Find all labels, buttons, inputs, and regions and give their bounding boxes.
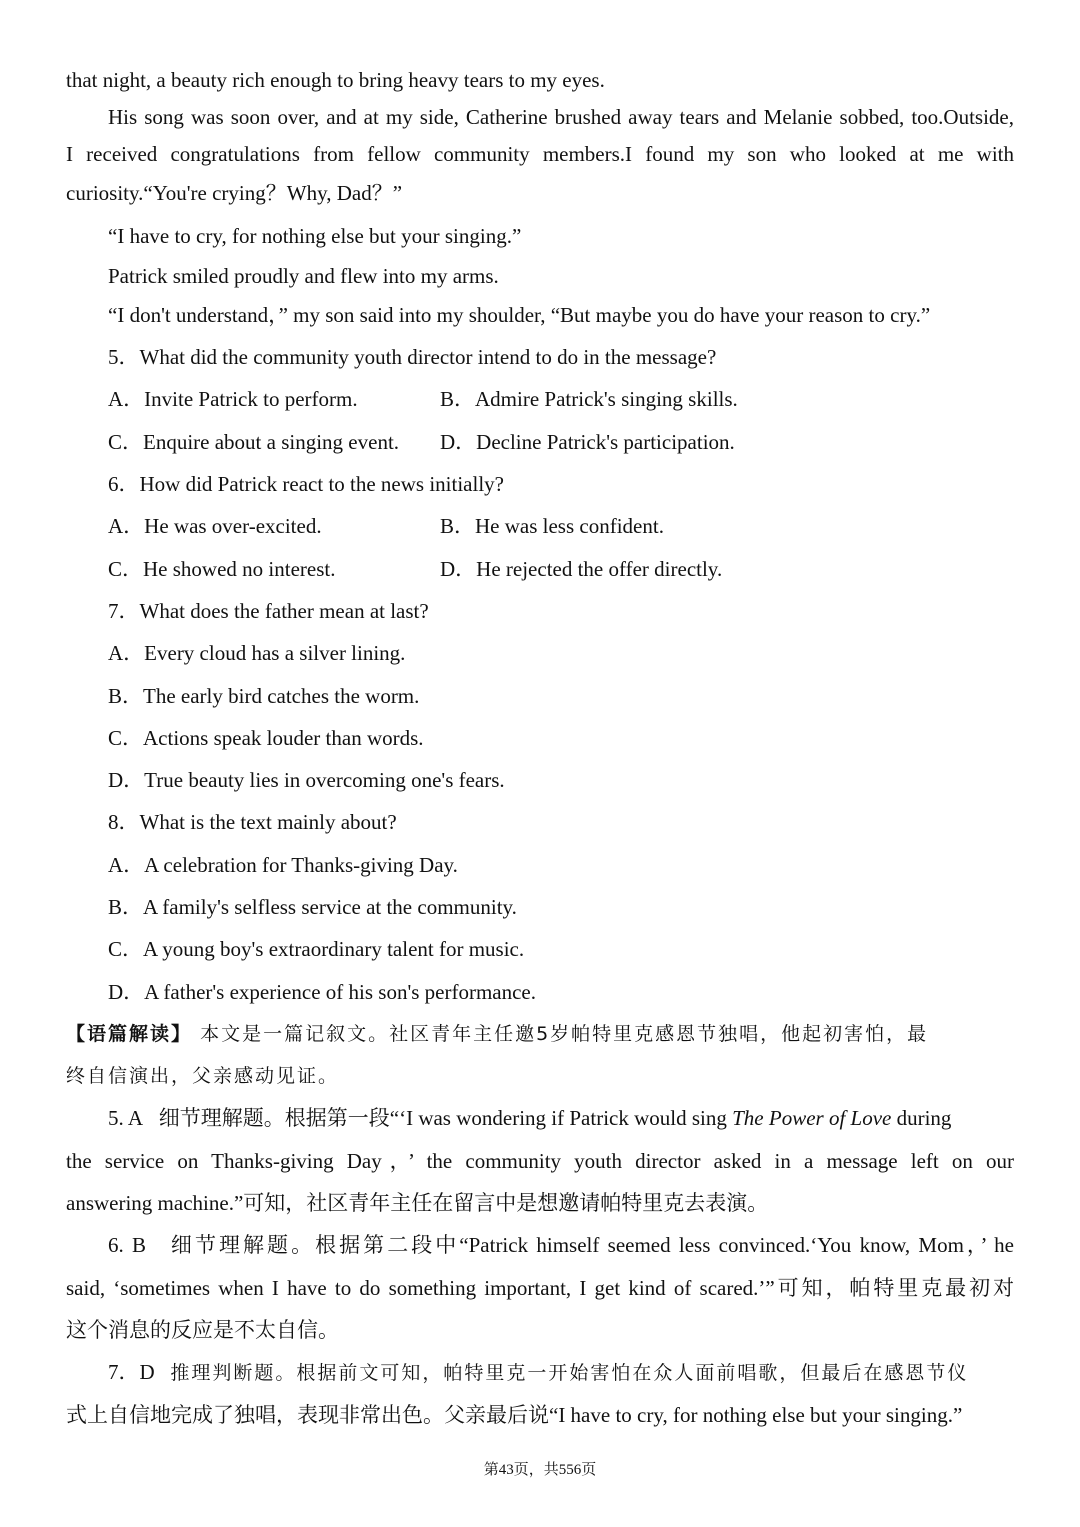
analysis-heading: 【语篇解读】	[66, 1023, 193, 1045]
passage-line: that night, a beauty rich enough to bring heavy tears to my eyes.	[66, 68, 605, 92]
answer-text: during	[891, 1106, 952, 1130]
option-c: C．He showed no interest.	[108, 557, 336, 581]
option-d: D．A father's experience of his son's performance.	[108, 980, 536, 1004]
answer-7-line: 式上自信地完成了独唱，表现非常出色。父亲最后说“I have to cry, for nothing else but your singing.”	[66, 1403, 963, 1427]
passage-line: “I don't understand，” my son said into my shoulder, “But maybe you do have your reason to cry.”	[108, 303, 931, 327]
answer-7-line	[108, 1358, 1014, 1387]
option-b: B．The early bird catches the worm.	[108, 684, 420, 708]
song-title: The Power of Love	[732, 1106, 892, 1130]
question-stem: 5．What did the community youth director intend to do in the message?	[108, 345, 717, 369]
option-d: D．Decline Patrick's participation.	[440, 430, 735, 454]
option-c: C．Enquire about a singing event.	[108, 430, 400, 454]
passage-line: Patrick smiled proudly and flew into my arms.	[108, 264, 499, 288]
passage-line: “I have to cry, for nothing else but your singing.”	[108, 224, 522, 248]
question-stem: 7．What does the father mean at last?	[108, 599, 429, 623]
option-b: B．Admire Patrick's singing skills.	[440, 387, 738, 411]
summary-line	[66, 1020, 1014, 1048]
option-d: D．True beauty lies in overcoming one's fears.	[108, 768, 505, 792]
option-b: B．A family's selfless service at the community.	[108, 895, 517, 919]
answer-label: 5. A	[108, 1106, 144, 1130]
option-a: A．Invite Patrick to perform.	[108, 387, 358, 411]
summary-text: 本文是一篇记叙文。社区青年主任邀5岁帕特里克感恩节独唱，他起初害怕，最	[200, 1023, 929, 1045]
answer-text: 细节理解题。根据第一段“‘I was wondering if Patrick would sing	[158, 1106, 733, 1130]
answer-text: 细节理解题。根据第二段中“Patrick himself seemed less convinced.‘You know, Mom，’ he	[170, 1233, 1015, 1257]
option-d: D．He rejected the offer directly.	[440, 557, 723, 581]
passage-line: I received congratulations from fellow community members.I found my son who looked at me with	[66, 142, 1014, 166]
answer-5-line: answering machine.”可知，社区青年主任在留言中是想邀请帕特里克去表演。	[66, 1191, 769, 1215]
option-c: C．A young boy's extraordinary talent for music.	[108, 937, 525, 961]
option-a: A．A celebration for Thanks-giving Day.	[108, 853, 458, 877]
answer-label: 7．D	[108, 1360, 155, 1384]
question-stem: 8．What is the text mainly about?	[108, 810, 397, 834]
question-stem: 6．How did Patrick react to the news initially?	[108, 472, 504, 496]
option-a: A．He was over-excited.	[108, 514, 322, 538]
answer-5-line: the service on Thanks-giving Day，’ the community youth director asked in a message left on our	[66, 1149, 1014, 1173]
passage-line: curiosity.“You're crying？Why, Dad？”	[66, 181, 403, 205]
passage-line: His song was soon over, and at my side, Catherine brushed away tears and Melanie sobbed, too.Outside,	[108, 105, 1014, 129]
answer-6-line: said, ‘sometimes when I have to do something important, I get kind of scared.’”可知，帕特里克最初对	[66, 1276, 1014, 1300]
summary-line: 终自信演出，父亲感动见证。	[66, 1065, 340, 1087]
page-number: 第43页，共556页	[483, 1462, 597, 1478]
option-c: C．Actions speak louder than words.	[108, 726, 424, 750]
option-a: A．Every cloud has a silver lining.	[108, 641, 406, 665]
answer-5-line	[108, 1104, 1014, 1132]
answer-6-line	[108, 1231, 1014, 1259]
answer-6-line: 这个消息的反应是不太自信。	[66, 1318, 339, 1342]
answer-text: 推理判断题。根据前文可知，帕特里克一开始害怕在众人面前唱歌，但最后在感恩节仪	[170, 1362, 969, 1384]
option-b: B．He was less confident.	[440, 514, 664, 538]
answer-label: 6. B	[108, 1233, 147, 1257]
